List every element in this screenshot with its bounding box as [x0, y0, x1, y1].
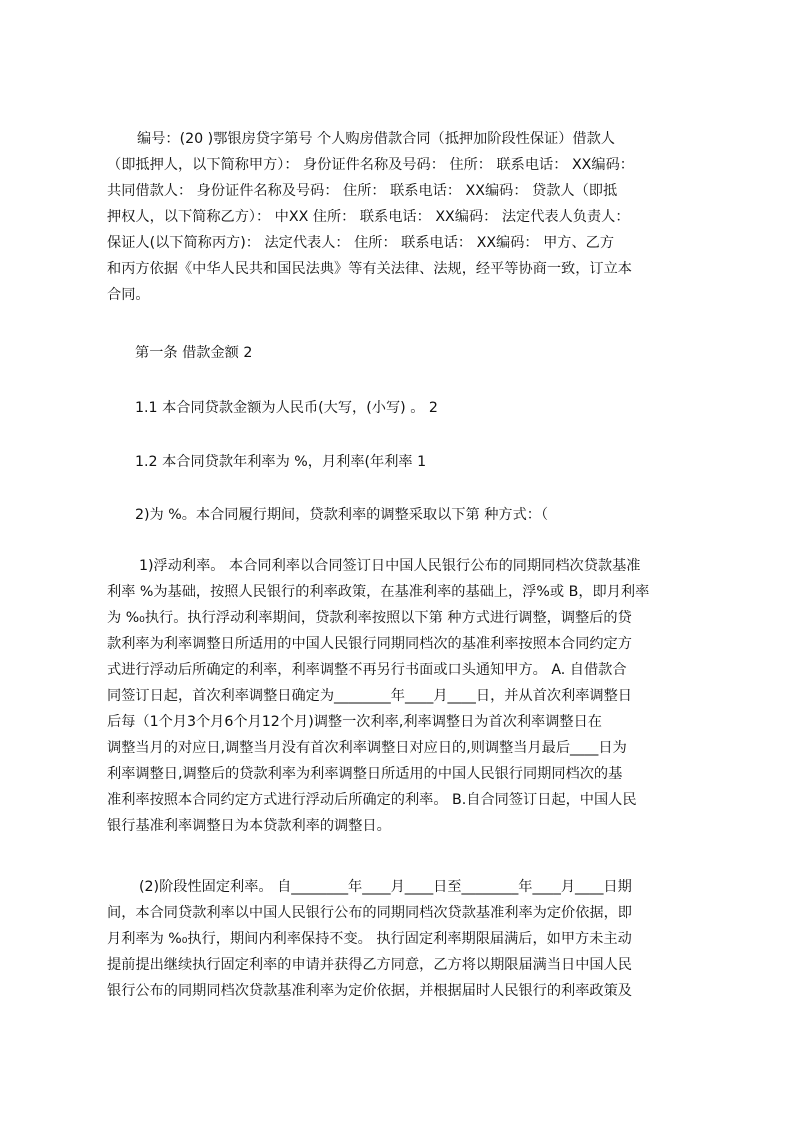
- intro-line-2: （即抵押人，以下简称甲方）： 身份证件名称及号码： 住所： 联系电话： XX编码：: [107, 157, 634, 173]
- floating-line-6: 同签订日起，首次利率调整日确定为________年____月____日，并从首次利率调整日: [107, 688, 632, 704]
- floating-line-1: 1)浮动利率。 本合同利率以合同签订日中国人民银行公布的同期同档次贷款基准: [139, 558, 641, 574]
- section-1-title: [107, 340, 707, 366]
- intro-line-3: 共同借款人： 身份证件名称及号码： 住所： 联系电话： XX编码： 贷款人（即抵: [107, 183, 618, 199]
- clause-1-2: [107, 449, 707, 475]
- fixed-rate-paragraph: [107, 874, 707, 1004]
- clause-1-1-text: 1.1 本合同贷款金额为人民币(大写，(小写) 。 2: [135, 400, 438, 416]
- floating-line-5: 式进行浮动后所确定的利率，利率调整不再另行书面或口头通知甲方。 A. 自借款合: [107, 662, 627, 678]
- intro-paragraph: [107, 126, 707, 308]
- fixed-line-2: 间，本合同贷款利率以中国人民银行公布的同期同档次贷款基准利率为定价依据，即: [107, 905, 632, 921]
- intro-line-1: 编号：(20 )鄂银房贷字第号 个人购房借款合同（抵押加阶段性保证）借款人: [137, 131, 615, 147]
- floating-line-9: 利率调整日,调整后的贷款利率为利率调整日所适用的中国人民银行同期同档次的基: [107, 766, 623, 782]
- section-1-title-text: 第一条 借款金额 2: [135, 345, 253, 361]
- fixed-line-4: 提前提出继续执行固定利率的申请并获得乙方同意，乙方将以期限届满当日中国人民: [107, 957, 632, 973]
- floating-line-2: 利率 %为基础，按照人民银行的利率政策，在基准利率的基础上，浮%或 B，即月利率: [107, 584, 650, 600]
- clause-1-2-text: 1.2 本合同贷款年利率为 %，月利率(年利率 1: [135, 454, 427, 470]
- floating-line-11: 银行基准利率调整日为本贷款利率的调整日。: [107, 818, 391, 834]
- fixed-line-1: (2)阶段性固定利率。 自________年____月____日至________年____月____日期: [139, 879, 632, 895]
- fixed-line-5: 银行公布的同期同档次贷款基准利率为定价依据，并根据届时人民银行的利率政策及: [107, 983, 632, 999]
- fixed-line-3: 月利率为 %₀执行，期间内利率保持不变。 执行固定利率期限届满后，如甲方未主动: [107, 931, 632, 947]
- intro-line-7: 合同。: [107, 287, 150, 303]
- floating-line-8: 调整当月的对应日,调整当月没有首次利率调整日对应日的,则调整当月最后____日为: [107, 740, 627, 756]
- floating-line-4: 款利率为利率调整日所适用的中国人民银行同期同档次的基准利率按照本合同约定方: [107, 636, 632, 652]
- floating-rate-paragraph: [107, 553, 707, 839]
- clause-2: [107, 502, 707, 528]
- floating-line-7: 后每（1个月3个月6个月12个月)调整一次利率,利率调整日为首次利率调整日在: [107, 714, 602, 730]
- clause-2-text: 2)为 %。本合同履行期间，贷款利率的调整采取以下第 种方式：（: [135, 507, 549, 523]
- intro-line-6: 和丙方依据《中华人民共和国民法典》等有关法律、法规，经平等协商一致，订立本: [107, 261, 632, 277]
- clause-1-1: [107, 395, 707, 421]
- intro-line-5: 保证人(以下简称丙方)： 法定代表人： 住所： 联系电话： XX编码： 甲方、乙方: [107, 235, 615, 251]
- intro-line-4: 押权人，以下简称乙方）： 中XX 住所： 联系电话： XX编码： 法定代表人负责人：: [107, 209, 630, 225]
- floating-line-3: 为 %₀执行。执行浮动利率期间，贷款利率按照以下第 种方式进行调整，调整后的贷: [107, 610, 632, 626]
- floating-line-10: 准利率按照本合同约定方式进行浮动后所确定的利率。 B.自合同签订日起，中国人民: [107, 792, 637, 808]
